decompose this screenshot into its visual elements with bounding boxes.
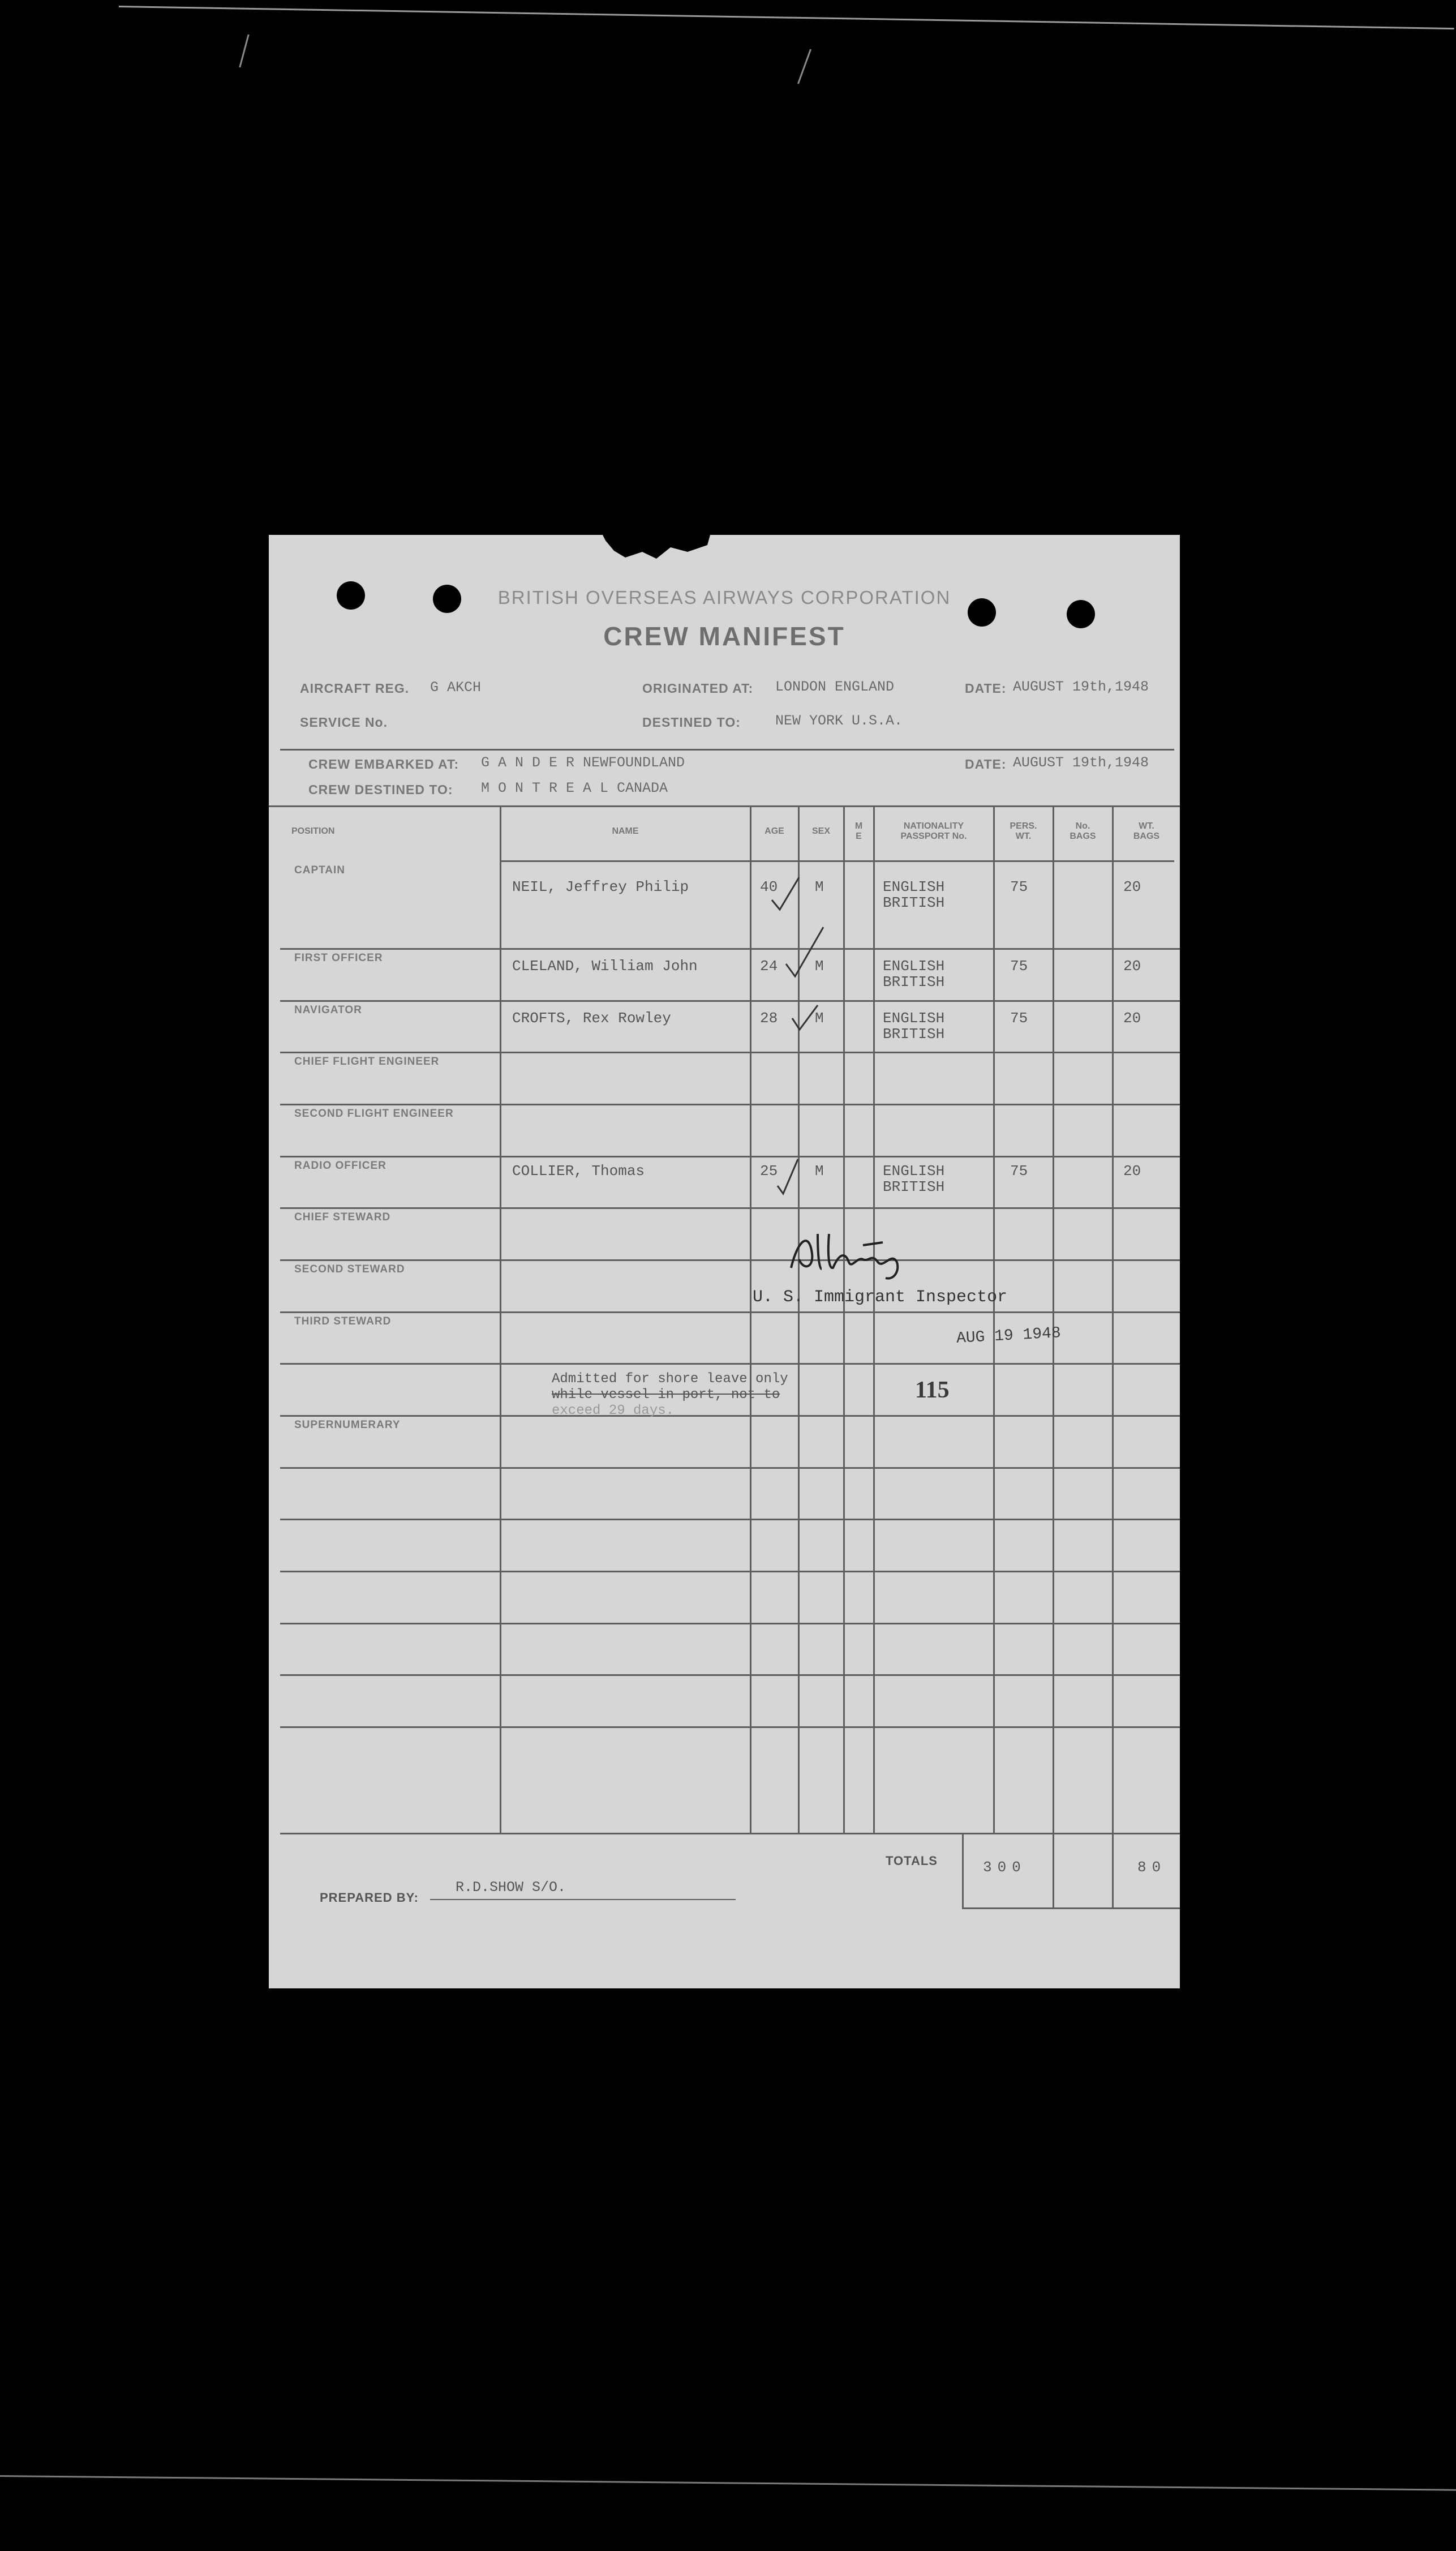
check-mark <box>775 1156 804 1196</box>
col-rule <box>500 807 501 1834</box>
scan-scratch <box>797 49 811 84</box>
crew-nationality: ENGLISH <box>883 878 945 895</box>
crew-sex: M <box>815 878 824 895</box>
header-rule <box>501 860 1174 862</box>
position-captain: CAPTAIN <box>294 864 346 876</box>
row-rule <box>280 1415 1180 1417</box>
row-rule <box>280 1259 1180 1261</box>
crew-name: COLLIER, Thomas <box>512 1163 645 1180</box>
crew-bags-wt: 20 <box>1123 1010 1141 1027</box>
totals-bags-wt: 80 <box>1137 1859 1167 1876</box>
position-navigator: NAVIGATOR <box>294 1004 362 1016</box>
crew-pers-wt: 75 <box>1010 878 1028 895</box>
crew-nationality: ENGLISH <box>883 1163 945 1180</box>
date2-value: AUGUST 19th,1948 <box>1013 754 1149 771</box>
embarked-label: CREW EMBARKED AT: <box>308 757 459 771</box>
document-title: CREW MANIFEST <box>603 621 845 651</box>
prepared-by-underline <box>430 1899 736 1900</box>
column-header-no-bags-2: BAGS <box>1070 831 1096 841</box>
aircraft-value: G AKCH <box>430 679 482 696</box>
manifest-document <box>269 535 1180 1988</box>
destined-label: DESTINED TO: <box>642 715 741 730</box>
check-mark <box>770 874 804 914</box>
column-header-no-bags: No. <box>1075 821 1090 831</box>
crew-name: CROFTS, Rex Rowley <box>512 1010 671 1027</box>
position-second-steward: SECOND STEWARD <box>294 1263 405 1275</box>
originated-label: ORIGINATED AT: <box>642 681 754 696</box>
stamp-number: 115 <box>915 1377 950 1403</box>
inspector-signature <box>787 1228 922 1285</box>
column-header-sex: SEX <box>811 826 830 836</box>
column-header-e: E <box>856 831 862 841</box>
date2-label: DATE: <box>965 757 1007 771</box>
crew-bags-wt: 20 <box>1123 1163 1141 1180</box>
shore-leave-note-line3: exceed 29 days. <box>552 1403 675 1418</box>
crew-age: 40 <box>760 878 778 895</box>
row-rule <box>280 1519 1180 1520</box>
col-rule <box>750 807 751 1834</box>
column-header-wt-bags-2: BAGS <box>1133 831 1160 841</box>
prepared-by-value: R.D.SHOW S/O. <box>456 1879 566 1896</box>
col-rule <box>1053 807 1054 1907</box>
crew-passport: BRITISH <box>883 1178 945 1195</box>
column-header-pers-wt-2: WT. <box>1015 831 1032 841</box>
col-rule <box>843 807 845 1834</box>
totals-pers-wt: 300 <box>983 1859 1026 1876</box>
col-rule <box>993 807 995 1834</box>
position-third-steward: THIRD STEWARD <box>294 1315 392 1327</box>
column-header-age: AGE <box>764 826 784 836</box>
crew-nationality: ENGLISH <box>883 1010 945 1027</box>
service-label: SERVICE No. <box>300 715 388 730</box>
column-header-passport: PASSPORT No. <box>900 831 967 841</box>
row-rule <box>280 1052 1180 1053</box>
check-mark <box>784 924 826 981</box>
embarked-value: G A N D E R NEWFOUNDLAND <box>481 754 685 771</box>
originated-value: LONDON ENGLAND <box>775 679 895 695</box>
scan-edge-bottom <box>0 2475 1456 2491</box>
crew-sex: M <box>815 1010 824 1027</box>
row-rule <box>280 1674 1180 1676</box>
position-first-officer: FIRST OFFICER <box>294 952 383 964</box>
row-rule <box>280 1104 1180 1105</box>
position-chief-flight-engineer: CHIEF FLIGHT ENGINEER <box>294 1056 440 1067</box>
totals-left-rule <box>962 1833 964 1907</box>
column-header-wt-bags: WT. <box>1139 821 1154 831</box>
column-header-position: POSITION <box>291 826 335 836</box>
crew-age: 25 <box>760 1163 778 1180</box>
crew-bags-wt: 20 <box>1123 958 1141 975</box>
crew-sex: M <box>815 1163 824 1180</box>
totals-bottom-rule <box>962 1907 1180 1909</box>
row-rule <box>280 1156 1180 1157</box>
row-rule <box>280 1623 1180 1624</box>
position-chief-steward: CHIEF STEWARD <box>294 1211 391 1223</box>
table-bottom-rule <box>280 1833 1180 1834</box>
crew-age: 24 <box>760 958 778 975</box>
column-header-m: M <box>854 821 863 831</box>
aircraft-label: AIRCRAFT REG. <box>300 681 410 696</box>
row-rule <box>280 1571 1180 1572</box>
position-second-flight-engineer: SECOND FLIGHT ENGINEER <box>294 1108 454 1120</box>
crew-sex: M <box>815 958 824 975</box>
crew-destined-label: CREW DESTINED TO: <box>308 782 453 797</box>
shore-leave-note-line1: Admitted for shore leave only <box>552 1371 788 1387</box>
crew-bags-wt: 20 <box>1123 878 1141 895</box>
crew-pers-wt: 75 <box>1010 1163 1028 1180</box>
shore-leave-note-line2: while vessel in port, not to <box>552 1387 780 1403</box>
position-supernumerary: SUPERNUMERARY <box>294 1419 401 1431</box>
row-rule <box>280 1207 1180 1209</box>
divider <box>269 805 1180 807</box>
destined-value: NEW YORK U.S.A. <box>775 713 903 729</box>
crew-pers-wt: 75 <box>1010 958 1028 975</box>
stamp-date: AUG 19 1948 <box>956 1324 1062 1348</box>
divider <box>280 749 1174 751</box>
column-header-pers-wt: PERS. <box>1010 821 1037 831</box>
torn-corner <box>603 535 710 569</box>
check-mark <box>789 1002 823 1034</box>
crew-pers-wt: 75 <box>1010 1010 1028 1027</box>
crew-passport: BRITISH <box>883 894 945 911</box>
inspector-title: U. S. Immigrant Inspector <box>753 1288 1008 1307</box>
row-rule <box>280 1000 1180 1002</box>
date-value: AUGUST 19th,1948 <box>1013 679 1149 695</box>
crew-nationality: ENGLISH <box>883 958 945 975</box>
totals-label: TOTALS <box>886 1854 938 1868</box>
column-header-nationality: NATIONALITY <box>903 821 964 831</box>
crew-name: NEIL, Jeffrey Philip <box>512 878 689 895</box>
prepared-by-label: PREPARED BY: <box>320 1890 419 1905</box>
crew-age: 28 <box>760 1010 778 1027</box>
row-rule <box>280 1311 1180 1313</box>
row-rule <box>280 948 1180 950</box>
crew-passport: BRITISH <box>883 1026 945 1043</box>
scan-edge-top <box>119 6 1454 29</box>
col-rule <box>873 807 875 1834</box>
row-rule <box>280 1467 1180 1469</box>
crew-name: CLELAND, William John <box>512 958 698 975</box>
row-rule <box>280 1726 1180 1728</box>
col-rule <box>1112 807 1114 1907</box>
crew-passport: BRITISH <box>883 974 945 991</box>
organization-name: BRITISH OVERSEAS AIRWAYS CORPORATION <box>497 587 951 608</box>
column-header-name: NAME <box>612 826 639 836</box>
date-label: DATE: <box>965 681 1007 696</box>
crew-destined-value: M O N T R E A L CANADA <box>481 780 668 796</box>
scan-scratch <box>239 35 249 68</box>
position-radio-officer: RADIO OFFICER <box>294 1160 386 1172</box>
row-rule <box>280 1363 1180 1365</box>
